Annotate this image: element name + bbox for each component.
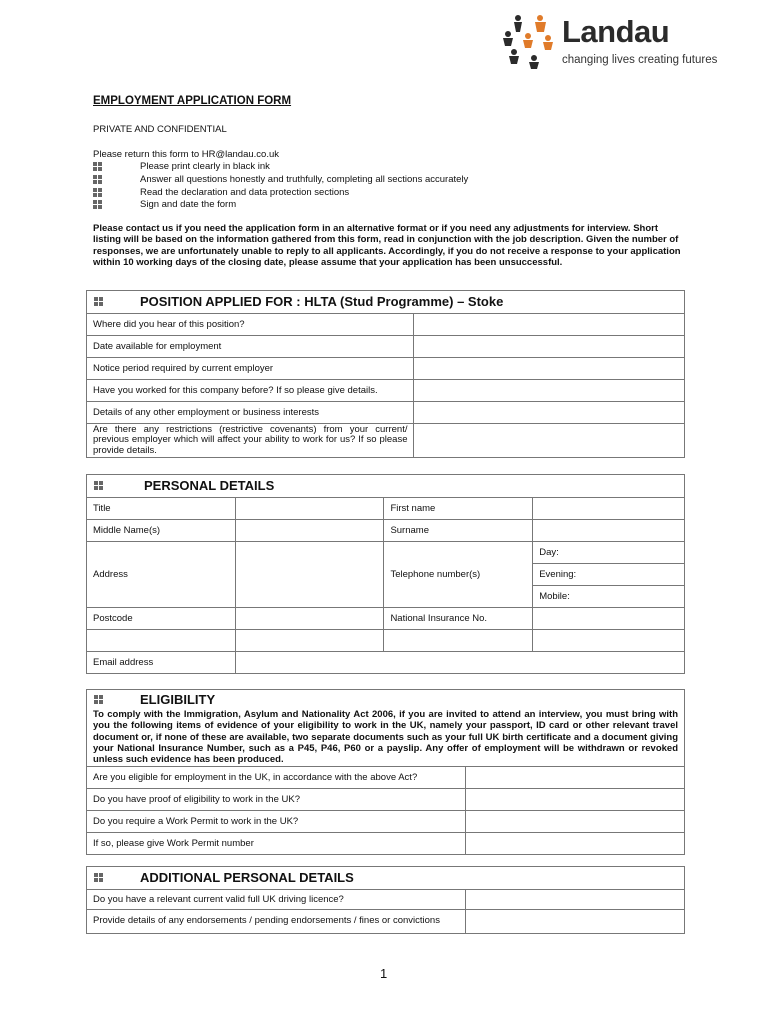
- eligibility-answer-field[interactable]: [466, 833, 685, 855]
- position-answer-field[interactable]: [414, 424, 685, 458]
- eligibility-question: Do you have proof of eligibility to work in the UK?: [87, 789, 466, 811]
- instruction-item: Read the declaration and data protection sections: [140, 187, 350, 198]
- blank-field[interactable]: [235, 630, 384, 652]
- middle-names-label: Middle Name(s): [87, 520, 236, 542]
- eligibility-section: [87, 690, 685, 767]
- confidential-label: PRIVATE AND CONFIDENTIAL: [93, 124, 227, 135]
- position-question: Details of any other employment or business interests: [87, 402, 414, 424]
- additional-answer-field[interactable]: [466, 890, 685, 910]
- phone-evening-field[interactable]: Evening:: [533, 564, 685, 586]
- eligibility-answer-field[interactable]: [466, 767, 685, 789]
- blank-cell: [384, 630, 533, 652]
- eligibility-question: If so, please give Work Permit number: [87, 833, 466, 855]
- blank-cell: [87, 630, 236, 652]
- eligibility-answer-field[interactable]: [466, 811, 685, 833]
- additional-question: Do you have a relevant current valid full UK driving licence?: [87, 890, 466, 910]
- additional-question: Provide details of any endorsements / pending endorsements / fines or convictions: [87, 910, 466, 934]
- personal-heading: PERSONAL DETAILS: [87, 475, 685, 498]
- logo-wordmark: Landau: [562, 14, 670, 49]
- postcode-label: Postcode: [87, 608, 236, 630]
- instruction-item: Sign and date the form: [140, 199, 237, 210]
- bullet-icon: [94, 481, 104, 491]
- eligibility-table: [86, 689, 685, 855]
- contact-notice: Please contact us if you need the application form in an alternative format or if you need any adjustments for interview. Short listing will be based on the information gathered from this form, read in conjunction with the job description. Given the number of responses, we are unfortunately unable to reply to all applicants. Accordingly, if you do not receive a response to your application within 10 working days of the closing date, please assume that your application has been unsuccessful.: [93, 223, 681, 269]
- position-table: [86, 290, 685, 458]
- ni-field[interactable]: [533, 608, 685, 630]
- position-question: Notice period required by current employer: [87, 358, 414, 380]
- position-answer-field[interactable]: [414, 380, 685, 402]
- bullet-icon: [93, 162, 103, 172]
- first-name-label: First name: [384, 498, 533, 520]
- position-answer-field[interactable]: [414, 314, 685, 336]
- position-answer-field[interactable]: [414, 402, 685, 424]
- additional-heading: ADDITIONAL PERSONAL DETAILS: [87, 867, 685, 890]
- telephone-label: Telephone number(s): [384, 542, 533, 608]
- eligibility-question: Do you require a Work Permit to work in the UK?: [87, 811, 466, 833]
- postcode-field[interactable]: [235, 608, 384, 630]
- eligibility-notice: To comply with the Immigration, Asylum and Nationality Act 2006, if you are invited to attend an interview, you must bring with you the following items of evidence of your eligibility to work in the UK, namely your passport, ID card or other relevant travel document or, if none of these are available, two separate documents such as your full UK birth certificate and a document giving your National Insurance Number, such as a P45, P46, P60 or a payslip. Any offer of employment will be withdrawn or revoked unless such evidence has been produced.: [93, 709, 678, 766]
- bullet-icon: [94, 873, 104, 883]
- surname-label: Surname: [384, 520, 533, 542]
- title-field[interactable]: [235, 498, 384, 520]
- phone-mobile-field[interactable]: Mobile:: [533, 586, 685, 608]
- address-label: Address: [87, 542, 236, 608]
- position-answer-field[interactable]: [414, 358, 685, 380]
- ni-label: National Insurance No.: [384, 608, 533, 630]
- phone-day-field[interactable]: Day:: [533, 542, 685, 564]
- surname-field[interactable]: [533, 520, 685, 542]
- position-answer-field[interactable]: [414, 336, 685, 358]
- additional-answer-field[interactable]: [466, 910, 685, 934]
- personal-details-table: [86, 474, 685, 674]
- position-question: Where did you hear of this position?: [87, 314, 414, 336]
- instruction-item: Answer all questions honestly and truthfully, completing all sections accurately: [140, 174, 469, 185]
- eligibility-question: Are you eligible for employment in the UK, in accordance with the above Act?: [87, 767, 466, 789]
- email-field[interactable]: [235, 652, 684, 674]
- page-number: 1: [380, 966, 388, 981]
- bullet-icon: [93, 200, 103, 210]
- additional-details-table: [86, 866, 685, 934]
- return-instruction: Please return this form to HR@landau.co.uk: [93, 149, 280, 160]
- first-name-field[interactable]: [533, 498, 685, 520]
- email-label: Email address: [87, 652, 236, 674]
- logo-tagline: changing lives creating futures: [562, 54, 718, 66]
- middle-names-field[interactable]: [235, 520, 384, 542]
- eligibility-answer-field[interactable]: [466, 789, 685, 811]
- position-question: Have you worked for this company before? If so please give details.: [87, 380, 414, 402]
- bullet-icon: [93, 188, 103, 198]
- position-heading: POSITION APPLIED FOR : HLTA (Stud Programme) – Stoke: [87, 291, 685, 314]
- bullet-icon: [94, 297, 104, 307]
- landau-logo: [500, 12, 718, 70]
- bullet-icon: [94, 695, 104, 705]
- position-question: Are there any restrictions (restrictive covenants) from your current/ previous employer which will affect your ability to work for us? If so please provide details.: [87, 424, 414, 458]
- blank-field[interactable]: [533, 630, 685, 652]
- address-field[interactable]: [235, 542, 384, 608]
- people-figures-icon: [500, 12, 560, 70]
- position-question: Date available for employment: [87, 336, 414, 358]
- bullet-icon: [93, 175, 103, 185]
- eligibility-heading: ELIGIBILITY: [93, 692, 678, 709]
- title-label: Title: [87, 498, 236, 520]
- instruction-item: Please print clearly in black ink: [140, 161, 270, 172]
- form-title: EMPLOYMENT APPLICATION FORM: [93, 95, 292, 107]
